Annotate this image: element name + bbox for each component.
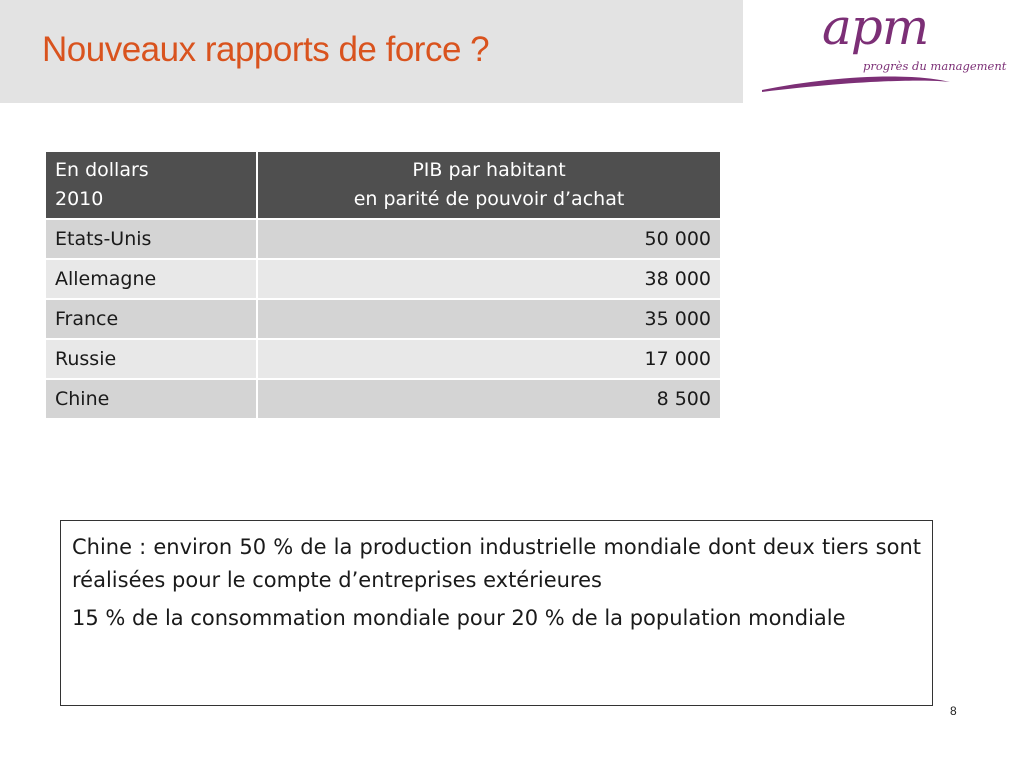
- page-number: 8: [950, 704, 957, 718]
- note-box: [60, 520, 933, 706]
- header-value: [257, 151, 721, 219]
- table-row: [45, 339, 721, 379]
- title-band: [0, 0, 743, 103]
- header-label: [45, 151, 257, 219]
- apm-logo: [760, 0, 1010, 96]
- table-row: [45, 299, 721, 339]
- value-cell: 38 000: [257, 259, 721, 299]
- country-cell: France: [45, 299, 257, 339]
- header-value-line2: en parité de pouvoir d’achat: [353, 188, 625, 210]
- header-label-line1: En dollars: [55, 159, 149, 181]
- table-row: [45, 219, 721, 259]
- page-title: Nouveaux rapports de force ?: [42, 30, 490, 69]
- country-cell: Allemagne: [45, 259, 257, 299]
- table-row: [45, 379, 721, 419]
- value-cell: 50 000: [257, 219, 721, 259]
- country-cell: Etats-Unis: [45, 219, 257, 259]
- value-cell: 35 000: [257, 299, 721, 339]
- value-cell: 8 500: [257, 379, 721, 419]
- table-header-row: [45, 151, 721, 219]
- gdp-table: [44, 150, 722, 420]
- country-cell: Russie: [45, 339, 257, 379]
- value-cell: 17 000: [257, 339, 721, 379]
- country-cell: Chine: [45, 379, 257, 419]
- note-paragraph: Chine : environ 50 % de la production industrielle mondiale dont deux tiers sont réalisées pour le compte d’entreprises extérieures: [72, 535, 921, 592]
- logo-swoosh-icon: [760, 64, 1010, 94]
- note-paragraph: 15 % de la consommation mondiale pour 20 % de la population mondiale: [72, 606, 846, 630]
- header-label-line2: 2010: [55, 188, 104, 210]
- logo-mark: apm: [822, 0, 929, 56]
- table-row: [45, 259, 721, 299]
- logo-tagline: progrès du management: [863, 59, 1007, 73]
- header-value-line1: PIB par habitant: [412, 159, 566, 181]
